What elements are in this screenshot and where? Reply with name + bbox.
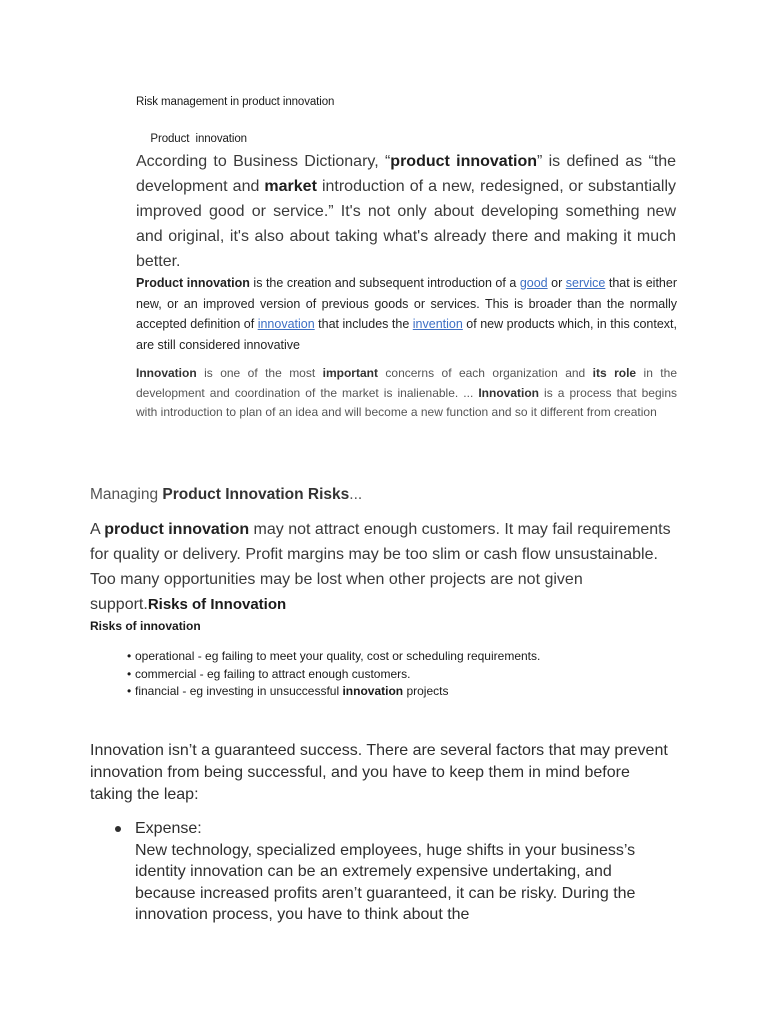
- def-bold-market: market: [264, 178, 317, 195]
- guarantee-text: Innovation isn’t a guaranteed success. There are several factors that may prevent innovation from being successful, and you have to keep them in mind before taking the leap:: [90, 742, 668, 803]
- bullet-icon: [115, 826, 121, 832]
- fail-text-1: A: [90, 521, 105, 538]
- expense-body: New technology, specialized employees, huge shifts in your business’s identity innovation can be an extremely expensive undertaking, and because increased profits aren’t guaranteed, it can be risky. During the innovation process, you have to think about the: [135, 841, 636, 923]
- guarantee-paragraph: [90, 740, 670, 806]
- def-text-3: introduction of a new, redesigned, or substantially improved good or service.” It's not only about developing something new and original, it's also about taking what's already there and making it much better.: [136, 178, 677, 270]
- ii-text-3: in the development and coordination of the market is inalienable. ...: [136, 366, 677, 400]
- pi-text-2: or: [547, 276, 566, 290]
- list-item: [127, 683, 540, 701]
- expense-label: Expense:: [135, 820, 202, 837]
- def-text-1: According to Business Dictionary, “: [136, 153, 391, 170]
- product-innovation-paragraph: [136, 273, 677, 355]
- pi-text-1: is the creation and subsequent introduction of a: [249, 276, 520, 290]
- ii-bold-1: Innovation: [136, 366, 197, 380]
- managing-text-2: ...: [349, 486, 363, 503]
- risks-subheading-text: Risks of innovation: [90, 619, 201, 633]
- ii-text-2: concerns of each organization and: [377, 366, 593, 380]
- risk-item-financial: financial - eg investing in unsuccessful: [135, 684, 343, 698]
- list-item: [127, 648, 540, 666]
- bullet-icon: •: [127, 666, 132, 681]
- definition-paragraph: [136, 149, 676, 274]
- managing-text-1: Managing: [90, 486, 163, 503]
- def-text-2: ” is defined as “the development and: [136, 153, 677, 195]
- link-good[interactable]: good: [519, 276, 548, 290]
- ii-text-4: is a process that begins with introduction to plan of an idea and will become a new function and so it different from creation: [136, 385, 677, 419]
- link-service[interactable]: service: [565, 276, 606, 290]
- bullet-icon: •: [127, 684, 132, 698]
- list-item: [127, 666, 540, 684]
- risks-of-innovation-heading: Risks of Innovation: [147, 596, 287, 613]
- fail-bold-product-innovation: product innovation: [104, 521, 250, 538]
- ii-bold-3: its role: [592, 366, 637, 380]
- managing-risks-heading: [90, 484, 362, 506]
- risk-item-operational: operational - eg failing to meet your quality, cost or scheduling requirements.: [135, 649, 541, 663]
- pi-text-3: that is either new, or an improved version of previous goods or services. This is broader than the normally accepted definition of: [136, 276, 677, 331]
- risk-item-financial-bold: innovation: [342, 684, 404, 698]
- pi-bold-term: Product innovation: [136, 276, 250, 290]
- pi-text-5: of new products which, in this context, are still considered innovative: [136, 317, 677, 352]
- link-innovation[interactable]: innovation: [257, 317, 315, 331]
- risks-subheading: [90, 619, 201, 633]
- risk-item-financial-end: projects: [403, 684, 449, 698]
- innovation-importance-paragraph: [136, 364, 677, 423]
- risk-item-commercial: commercial - eg failing to attract enough customers.: [135, 666, 411, 681]
- title-text: Risk management in product innovation: [136, 96, 335, 108]
- document-title: [136, 93, 334, 111]
- product-innovation-risks-paragraph: [90, 517, 680, 617]
- ii-bold-4: Innovation: [478, 385, 539, 400]
- ii-text-1: is one of the most: [196, 366, 323, 380]
- risk-list: [127, 648, 540, 701]
- fail-text-2: may not attract enough customers. It may fail requirements for quality or delivery. Profit margins may be too slim or cash flow unsustainable. Too many opportunities may be lost when other projects are not given support.: [90, 521, 671, 613]
- link-invention[interactable]: invention: [412, 317, 463, 331]
- pi-text-4: that includes the: [314, 317, 413, 331]
- ii-bold-2: important: [322, 366, 378, 380]
- managing-bold: Product Innovation Risks: [162, 486, 350, 503]
- def-bold-product-innovation: product innovation: [390, 153, 538, 170]
- expense-bullet: [135, 818, 670, 926]
- bullet-icon: •: [127, 649, 132, 663]
- subtitle-text: Product innovation: [150, 133, 247, 145]
